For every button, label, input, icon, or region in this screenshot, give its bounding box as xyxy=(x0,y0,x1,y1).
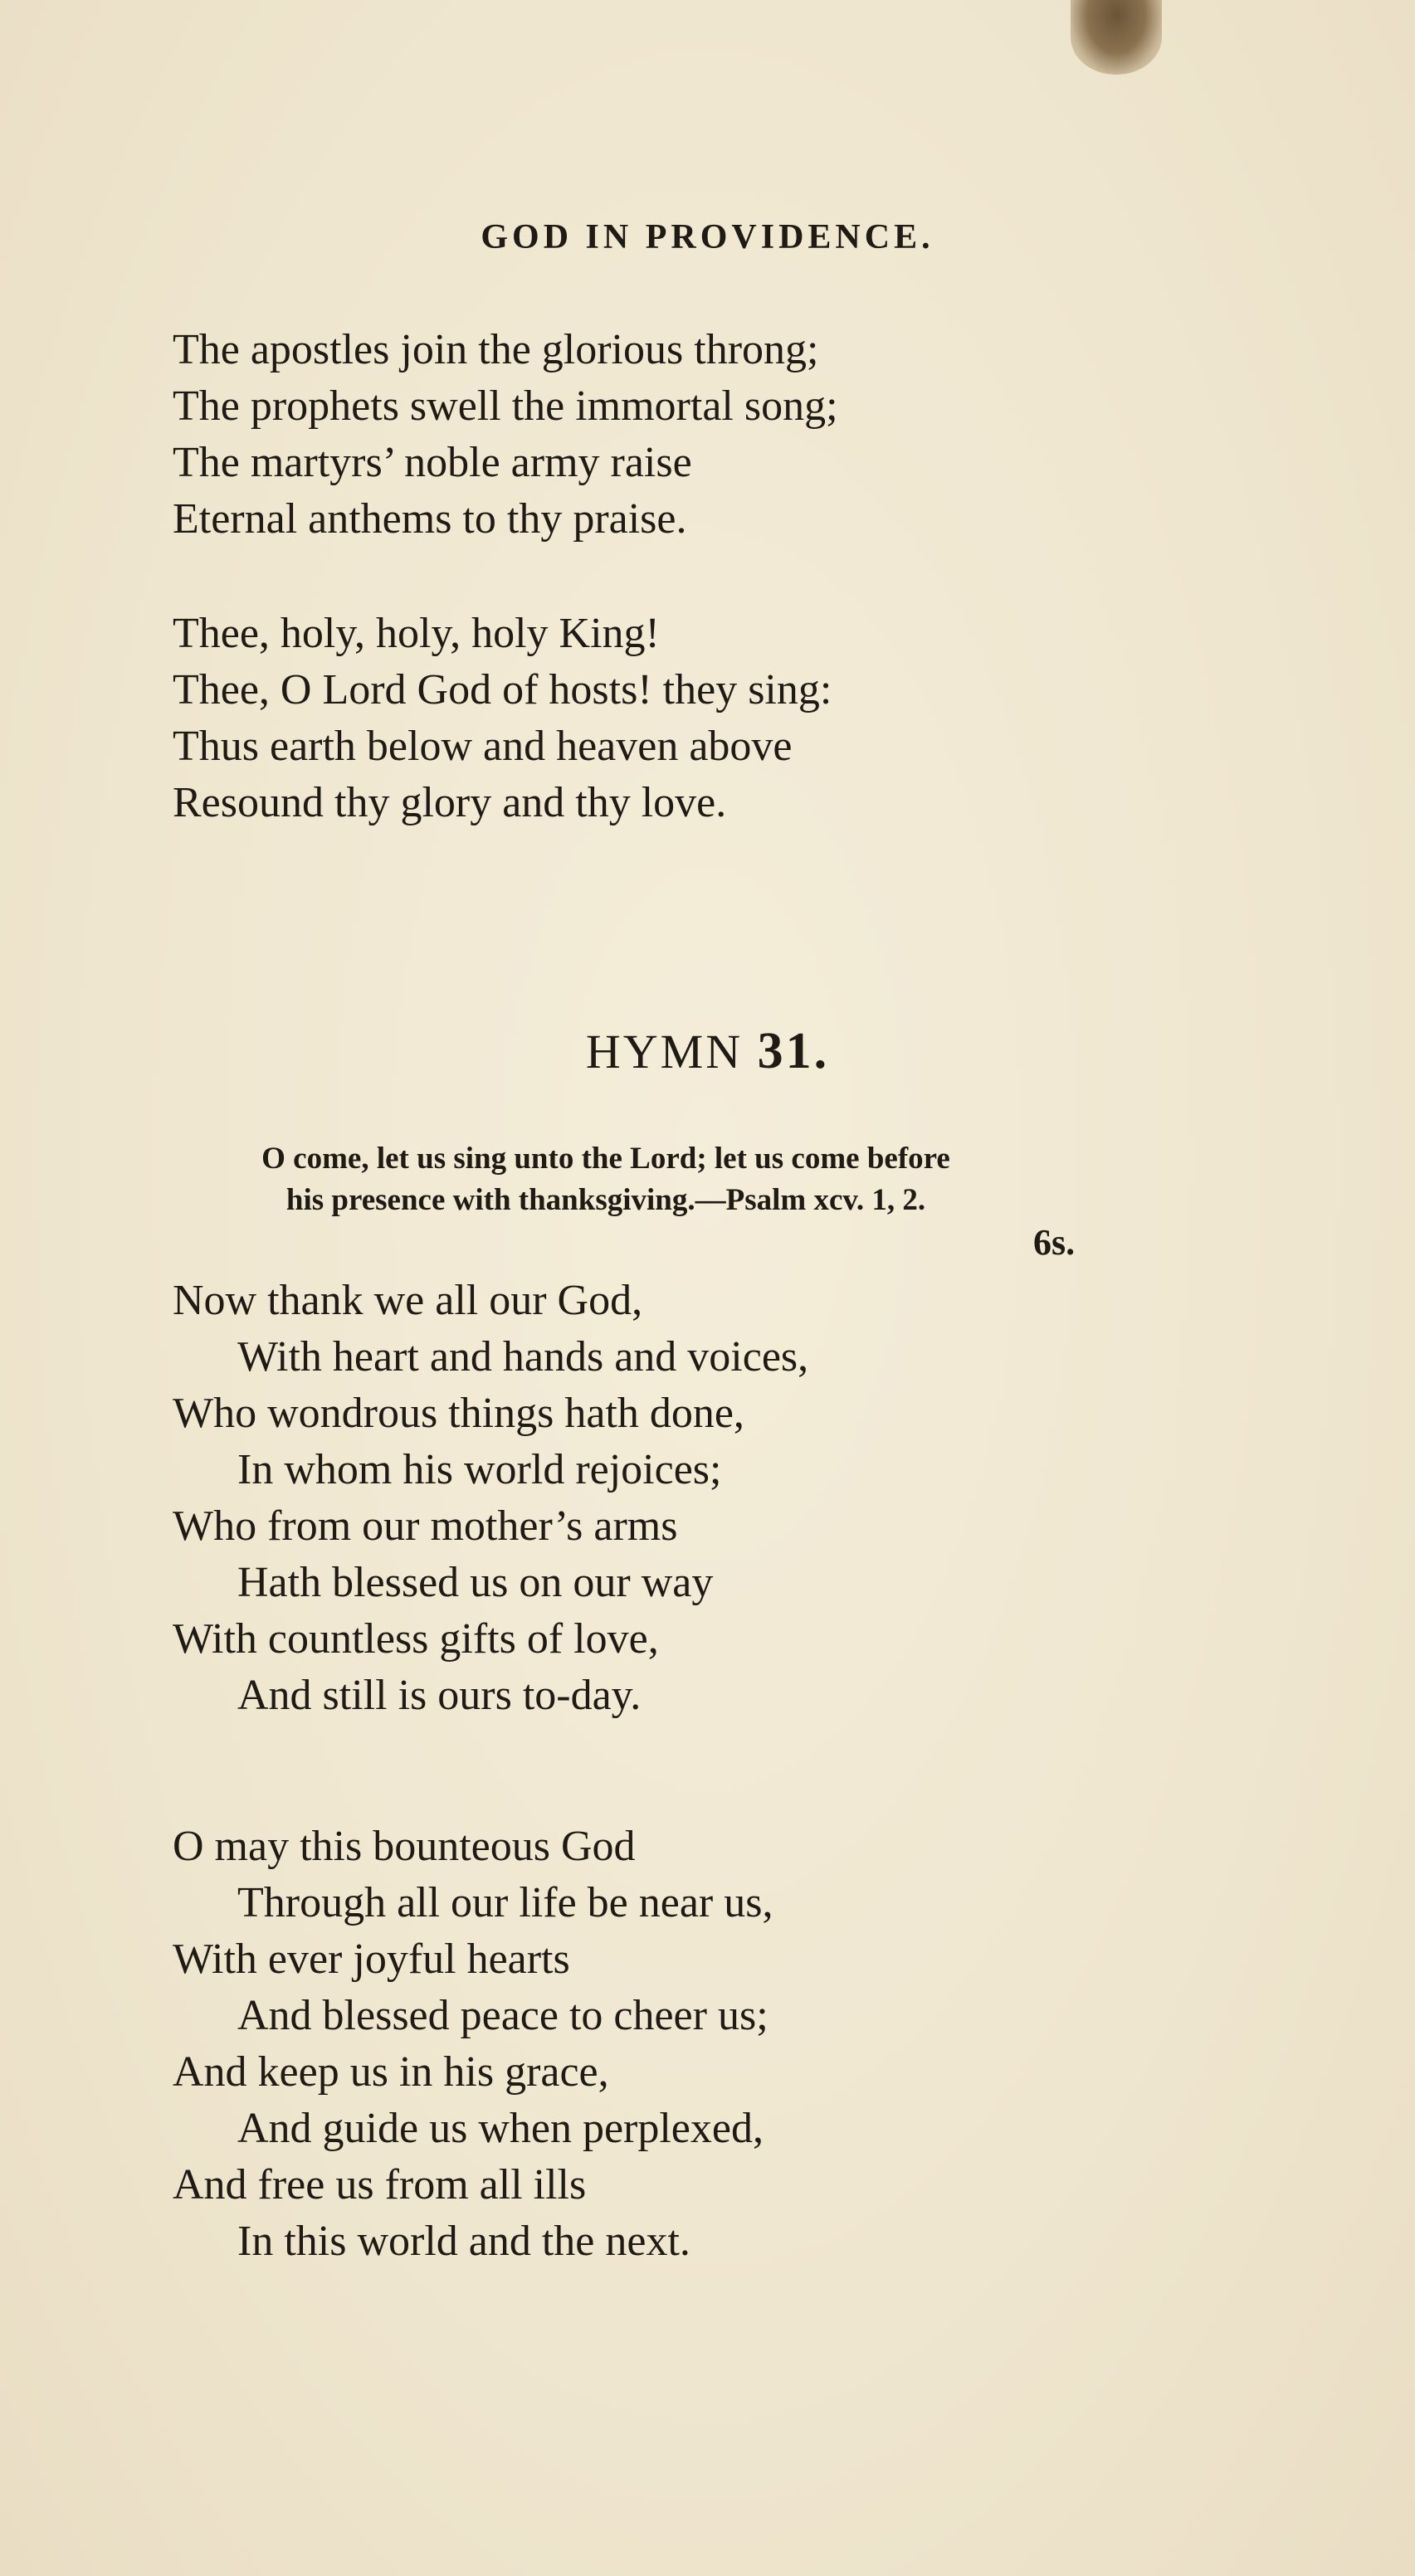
verse-line: With ever joyful hearts xyxy=(173,1936,570,1983)
verse-line: And still is ours to-day. xyxy=(237,1672,642,1719)
hymn-title xyxy=(0,1022,1415,1081)
verse-line: Hath blessed us on our way xyxy=(237,1559,714,1606)
verse-line: The martyrs’ noble army raise xyxy=(173,439,692,486)
verse-line: The prophets swell the immortal song; xyxy=(173,382,838,430)
verse-line: With heart and hands and voices, xyxy=(237,1333,809,1381)
stanza-1 xyxy=(173,322,838,548)
verse-line: Who from our mother’s arms xyxy=(173,1502,678,1550)
verse-line: Who wondrous things hath done, xyxy=(173,1390,744,1437)
verse-line: And keep us in his grace, xyxy=(173,2048,609,2096)
verse-line: With countless gifts of love, xyxy=(173,1615,659,1663)
hymn-number: 31. xyxy=(757,1023,830,1079)
verse-line: In this world and the next. xyxy=(237,2218,690,2265)
ink-stain xyxy=(1071,0,1162,75)
verse-line: Eternal anthems to thy praise. xyxy=(173,495,687,543)
verse-line: Resound thy glory and thy love. xyxy=(173,779,727,826)
hymn-stanza-1 xyxy=(173,1273,808,1724)
verse-line: And blessed peace to cheer us; xyxy=(237,1992,768,2039)
verse-line: And free us from all ills xyxy=(173,2161,587,2208)
verse-line: Thee, holy, holy, holy King! xyxy=(173,610,660,657)
stanza-2 xyxy=(173,606,832,831)
verse-line: The apostles join the glorious throng; xyxy=(173,326,819,373)
verse-line: And guide us when perplexed, xyxy=(237,2105,764,2152)
epigraph-line: his presence with thanksgiving.—Psalm xcv. 1, 2. xyxy=(285,1183,926,1217)
verse-line: Through all our life be near us, xyxy=(237,1879,773,1926)
meter-mark: 6s. xyxy=(1033,1222,1076,1263)
scripture-epigraph xyxy=(91,1138,1120,1221)
verse-line: Thee, O Lord God of hosts! they sing: xyxy=(173,666,832,713)
verse-line: O may this bounteous God xyxy=(173,1823,636,1870)
hymn-label: HYMN xyxy=(585,1025,744,1079)
verse-line: Thus earth below and heaven above xyxy=(173,723,793,770)
running-head: GOD IN PROVIDENCE. xyxy=(481,218,934,256)
verse-line: Now thank we all our God, xyxy=(173,1277,643,1324)
hymn-stanza-2 xyxy=(173,1819,773,2270)
verse-line: In whom his world rejoices; xyxy=(237,1446,722,1493)
epigraph-line: O come, let us sing unto the Lord; let us come before xyxy=(261,1142,950,1176)
